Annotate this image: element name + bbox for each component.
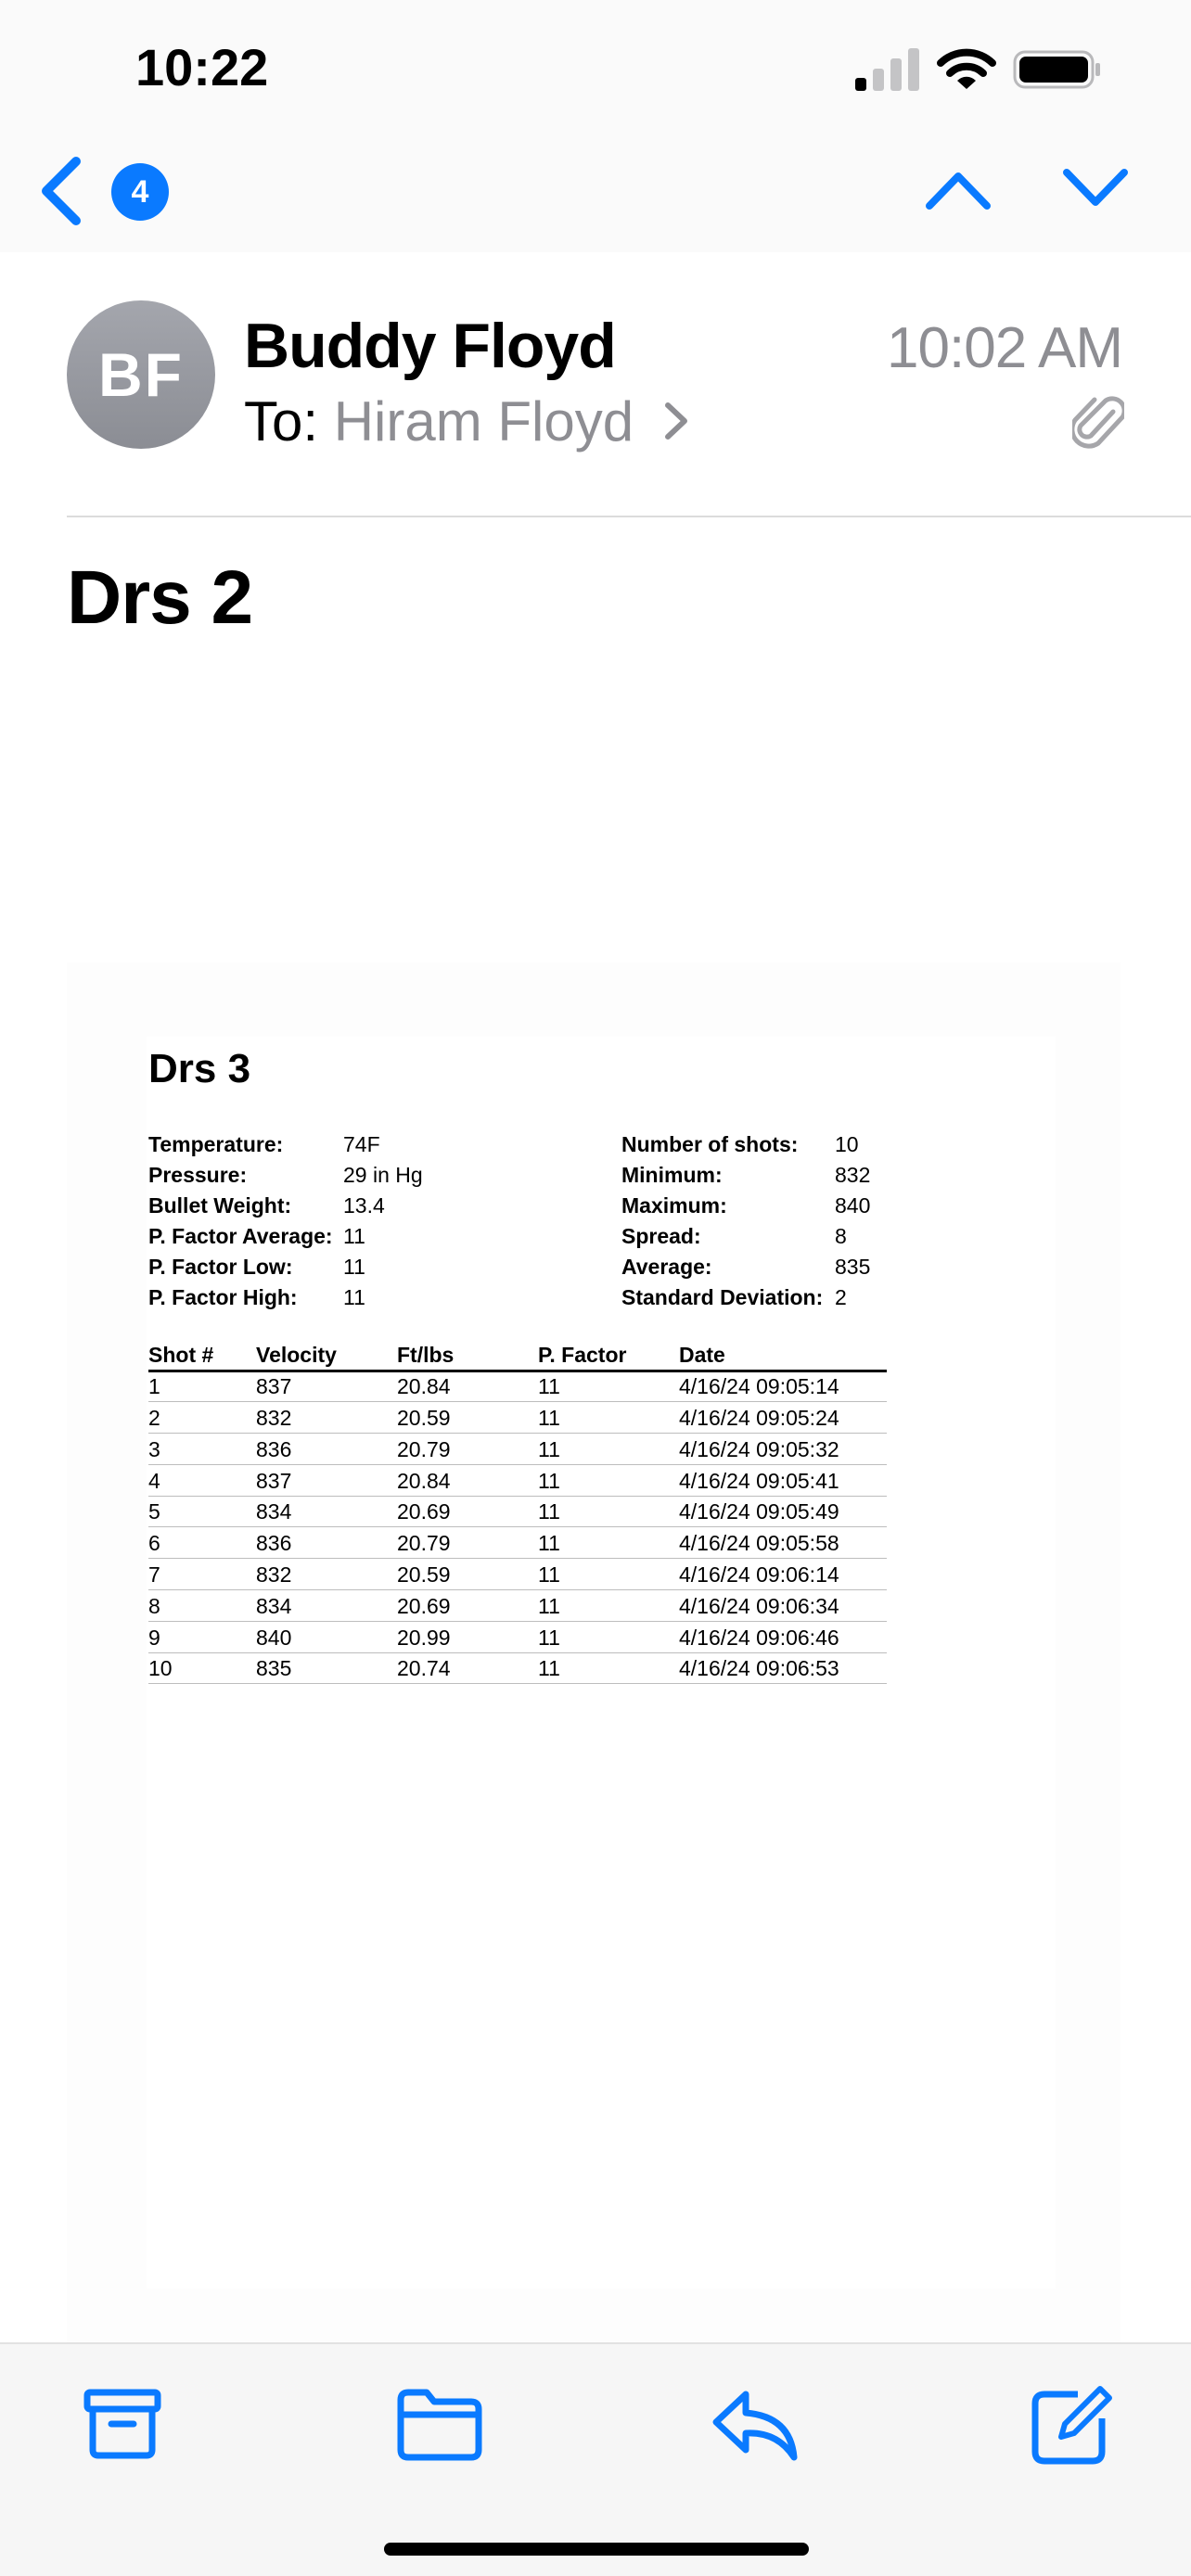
- wifi-icon: [937, 46, 996, 91]
- table-cell: 832: [256, 1559, 397, 1590]
- column-header: Velocity: [256, 1339, 397, 1371]
- stat-row: [148, 1191, 423, 1221]
- table-cell: 20.84: [397, 1371, 538, 1402]
- message-time: 10:02 AM: [887, 316, 1122, 380]
- table-row: [148, 1464, 887, 1496]
- table-cell: 3: [148, 1434, 256, 1465]
- sender-name[interactable]: Buddy Floyd: [244, 311, 616, 381]
- table-cell: 840: [256, 1621, 397, 1652]
- stat-label: Bullet Weight:: [148, 1193, 292, 1218]
- reply-icon[interactable]: [709, 2381, 801, 2465]
- table-cell: 4/16/24 09:05:41: [679, 1464, 887, 1496]
- stat-label: Number of shots:: [621, 1132, 799, 1156]
- stat-value: 835: [835, 1255, 871, 1279]
- stat-value: 11: [343, 1285, 365, 1309]
- message-subject: Drs 2: [67, 555, 253, 640]
- table-cell: 11: [538, 1559, 679, 1590]
- table-cell: 11: [538, 1402, 679, 1434]
- stat-value: 2: [835, 1285, 847, 1309]
- recipient-line[interactable]: [244, 389, 690, 453]
- table-cell: 20.69: [397, 1590, 538, 1622]
- stat-value: 8: [835, 1224, 847, 1248]
- table-cell: 4/16/24 09:05:14: [679, 1371, 887, 1402]
- status-time: 10:22: [135, 38, 269, 96]
- table-cell: 11: [538, 1464, 679, 1496]
- table-cell: 11: [538, 1652, 679, 1684]
- stat-value: 11: [343, 1255, 365, 1279]
- stat-row: [148, 1129, 423, 1160]
- table-row: [148, 1590, 887, 1622]
- stat-label: Pressure:: [148, 1163, 248, 1187]
- table-cell: 837: [256, 1464, 397, 1496]
- table-cell: 832: [256, 1402, 397, 1434]
- chevron-up-icon[interactable]: [924, 165, 992, 213]
- stat-row: [621, 1252, 870, 1282]
- table-row: [148, 1652, 887, 1684]
- table-cell: 835: [256, 1652, 397, 1684]
- stats-left: [148, 1129, 423, 1313]
- table-cell: 20.69: [397, 1496, 538, 1527]
- message-nav-bar: [0, 139, 1191, 252]
- column-header: P. Factor: [538, 1339, 679, 1371]
- table-cell: 4/16/24 09:05:24: [679, 1402, 887, 1434]
- header-divider: [67, 516, 1191, 517]
- table-cell: 836: [256, 1434, 397, 1465]
- chevron-down-icon[interactable]: [1061, 165, 1130, 213]
- stat-value: 29 in Hg: [343, 1163, 423, 1187]
- recipient-name[interactable]: Hiram Floyd: [333, 390, 634, 453]
- table-cell: 7: [148, 1559, 256, 1590]
- table-cell: 11: [538, 1371, 679, 1402]
- sender-avatar[interactable]: BF: [67, 300, 215, 449]
- document-title: Drs 3: [148, 1046, 251, 1091]
- table-cell: 9: [148, 1621, 256, 1652]
- table-cell: 834: [256, 1496, 397, 1527]
- table-row: [148, 1496, 887, 1527]
- table-cell: 8: [148, 1590, 256, 1622]
- table-cell: 4: [148, 1464, 256, 1496]
- table-cell: 20.59: [397, 1402, 538, 1434]
- stat-row: [621, 1160, 870, 1191]
- table-cell: 20.59: [397, 1559, 538, 1590]
- table-cell: 11: [538, 1527, 679, 1559]
- table-cell: 10: [148, 1652, 256, 1684]
- table-row: [148, 1559, 887, 1590]
- table-cell: 5: [148, 1496, 256, 1527]
- table-cell: 20.79: [397, 1527, 538, 1559]
- stat-value: 13.4: [343, 1193, 385, 1218]
- cellular-signal-icon: [855, 46, 920, 91]
- table-cell: 4/16/24 09:06:46: [679, 1621, 887, 1652]
- table-row: [148, 1402, 887, 1434]
- column-header: Ft/lbs: [397, 1339, 538, 1371]
- table-cell: 4/16/24 09:05:49: [679, 1496, 887, 1527]
- paperclip-icon: [1072, 393, 1124, 451]
- table-cell: 20.79: [397, 1434, 538, 1465]
- stat-row: [621, 1129, 870, 1160]
- table-cell: 837: [256, 1371, 397, 1402]
- table-cell: 2: [148, 1402, 256, 1434]
- folder-icon[interactable]: [393, 2381, 486, 2465]
- shots-table: [148, 1339, 887, 1684]
- table-cell: 834: [256, 1590, 397, 1622]
- archive-icon[interactable]: [76, 2381, 169, 2465]
- stat-row: [621, 1282, 870, 1313]
- status-bar: [0, 0, 1191, 139]
- stat-label: P. Factor Average:: [148, 1224, 333, 1248]
- stat-row: [621, 1221, 870, 1252]
- stat-label: Temperature:: [148, 1132, 284, 1156]
- table-cell: 1: [148, 1371, 256, 1402]
- table-header-row: [148, 1339, 887, 1371]
- stat-value: 10: [835, 1132, 859, 1156]
- table-cell: 4/16/24 09:06:14: [679, 1559, 887, 1590]
- stat-row: [621, 1191, 870, 1221]
- table-cell: 11: [538, 1590, 679, 1622]
- table-row: [148, 1434, 887, 1465]
- table-cell: 20.84: [397, 1464, 538, 1496]
- table-cell: 11: [538, 1434, 679, 1465]
- stat-row: [148, 1160, 423, 1191]
- table-cell: 11: [538, 1621, 679, 1652]
- stat-value: 74F: [343, 1132, 380, 1156]
- stat-label: Average:: [621, 1255, 712, 1279]
- table-row: [148, 1371, 887, 1402]
- chevron-left-icon[interactable]: [35, 156, 87, 226]
- stat-label: P. Factor Low:: [148, 1255, 293, 1279]
- table-cell: 4/16/24 09:05:58: [679, 1527, 887, 1559]
- table-cell: 4/16/24 09:05:32: [679, 1434, 887, 1465]
- to-label: To:: [244, 390, 319, 453]
- table-row: [148, 1621, 887, 1652]
- stats-right: [621, 1129, 870, 1313]
- chevron-right-icon[interactable]: [662, 400, 690, 442]
- table-cell: 6: [148, 1527, 256, 1559]
- bottom-toolbar: [0, 2342, 1191, 2576]
- stat-value: 11: [343, 1224, 365, 1248]
- table-cell: 20.74: [397, 1652, 538, 1684]
- column-header: Shot #: [148, 1339, 256, 1371]
- stat-label: Standard Deviation:: [621, 1285, 824, 1309]
- unread-count-badge[interactable]: 4: [111, 163, 169, 221]
- stat-label: P. Factor High:: [148, 1285, 298, 1309]
- table-cell: 20.99: [397, 1621, 538, 1652]
- table-cell: 4/16/24 09:06:53: [679, 1652, 887, 1684]
- compose-icon[interactable]: [1024, 2381, 1117, 2465]
- stat-value: 832: [835, 1163, 871, 1187]
- stat-label: Minimum:: [621, 1163, 723, 1187]
- table-cell: 836: [256, 1527, 397, 1559]
- table-cell: 4/16/24 09:06:34: [679, 1590, 887, 1622]
- table-row: [148, 1527, 887, 1559]
- stat-row: [148, 1252, 423, 1282]
- stat-label: Maximum:: [621, 1193, 727, 1218]
- stat-row: [148, 1282, 423, 1313]
- stat-row: [148, 1221, 423, 1252]
- home-indicator[interactable]: [384, 2543, 809, 2556]
- stat-value: 840: [835, 1193, 871, 1218]
- column-header: Date: [679, 1339, 887, 1371]
- stat-label: Spread:: [621, 1224, 701, 1248]
- battery-icon: [1013, 48, 1102, 91]
- table-cell: 11: [538, 1496, 679, 1527]
